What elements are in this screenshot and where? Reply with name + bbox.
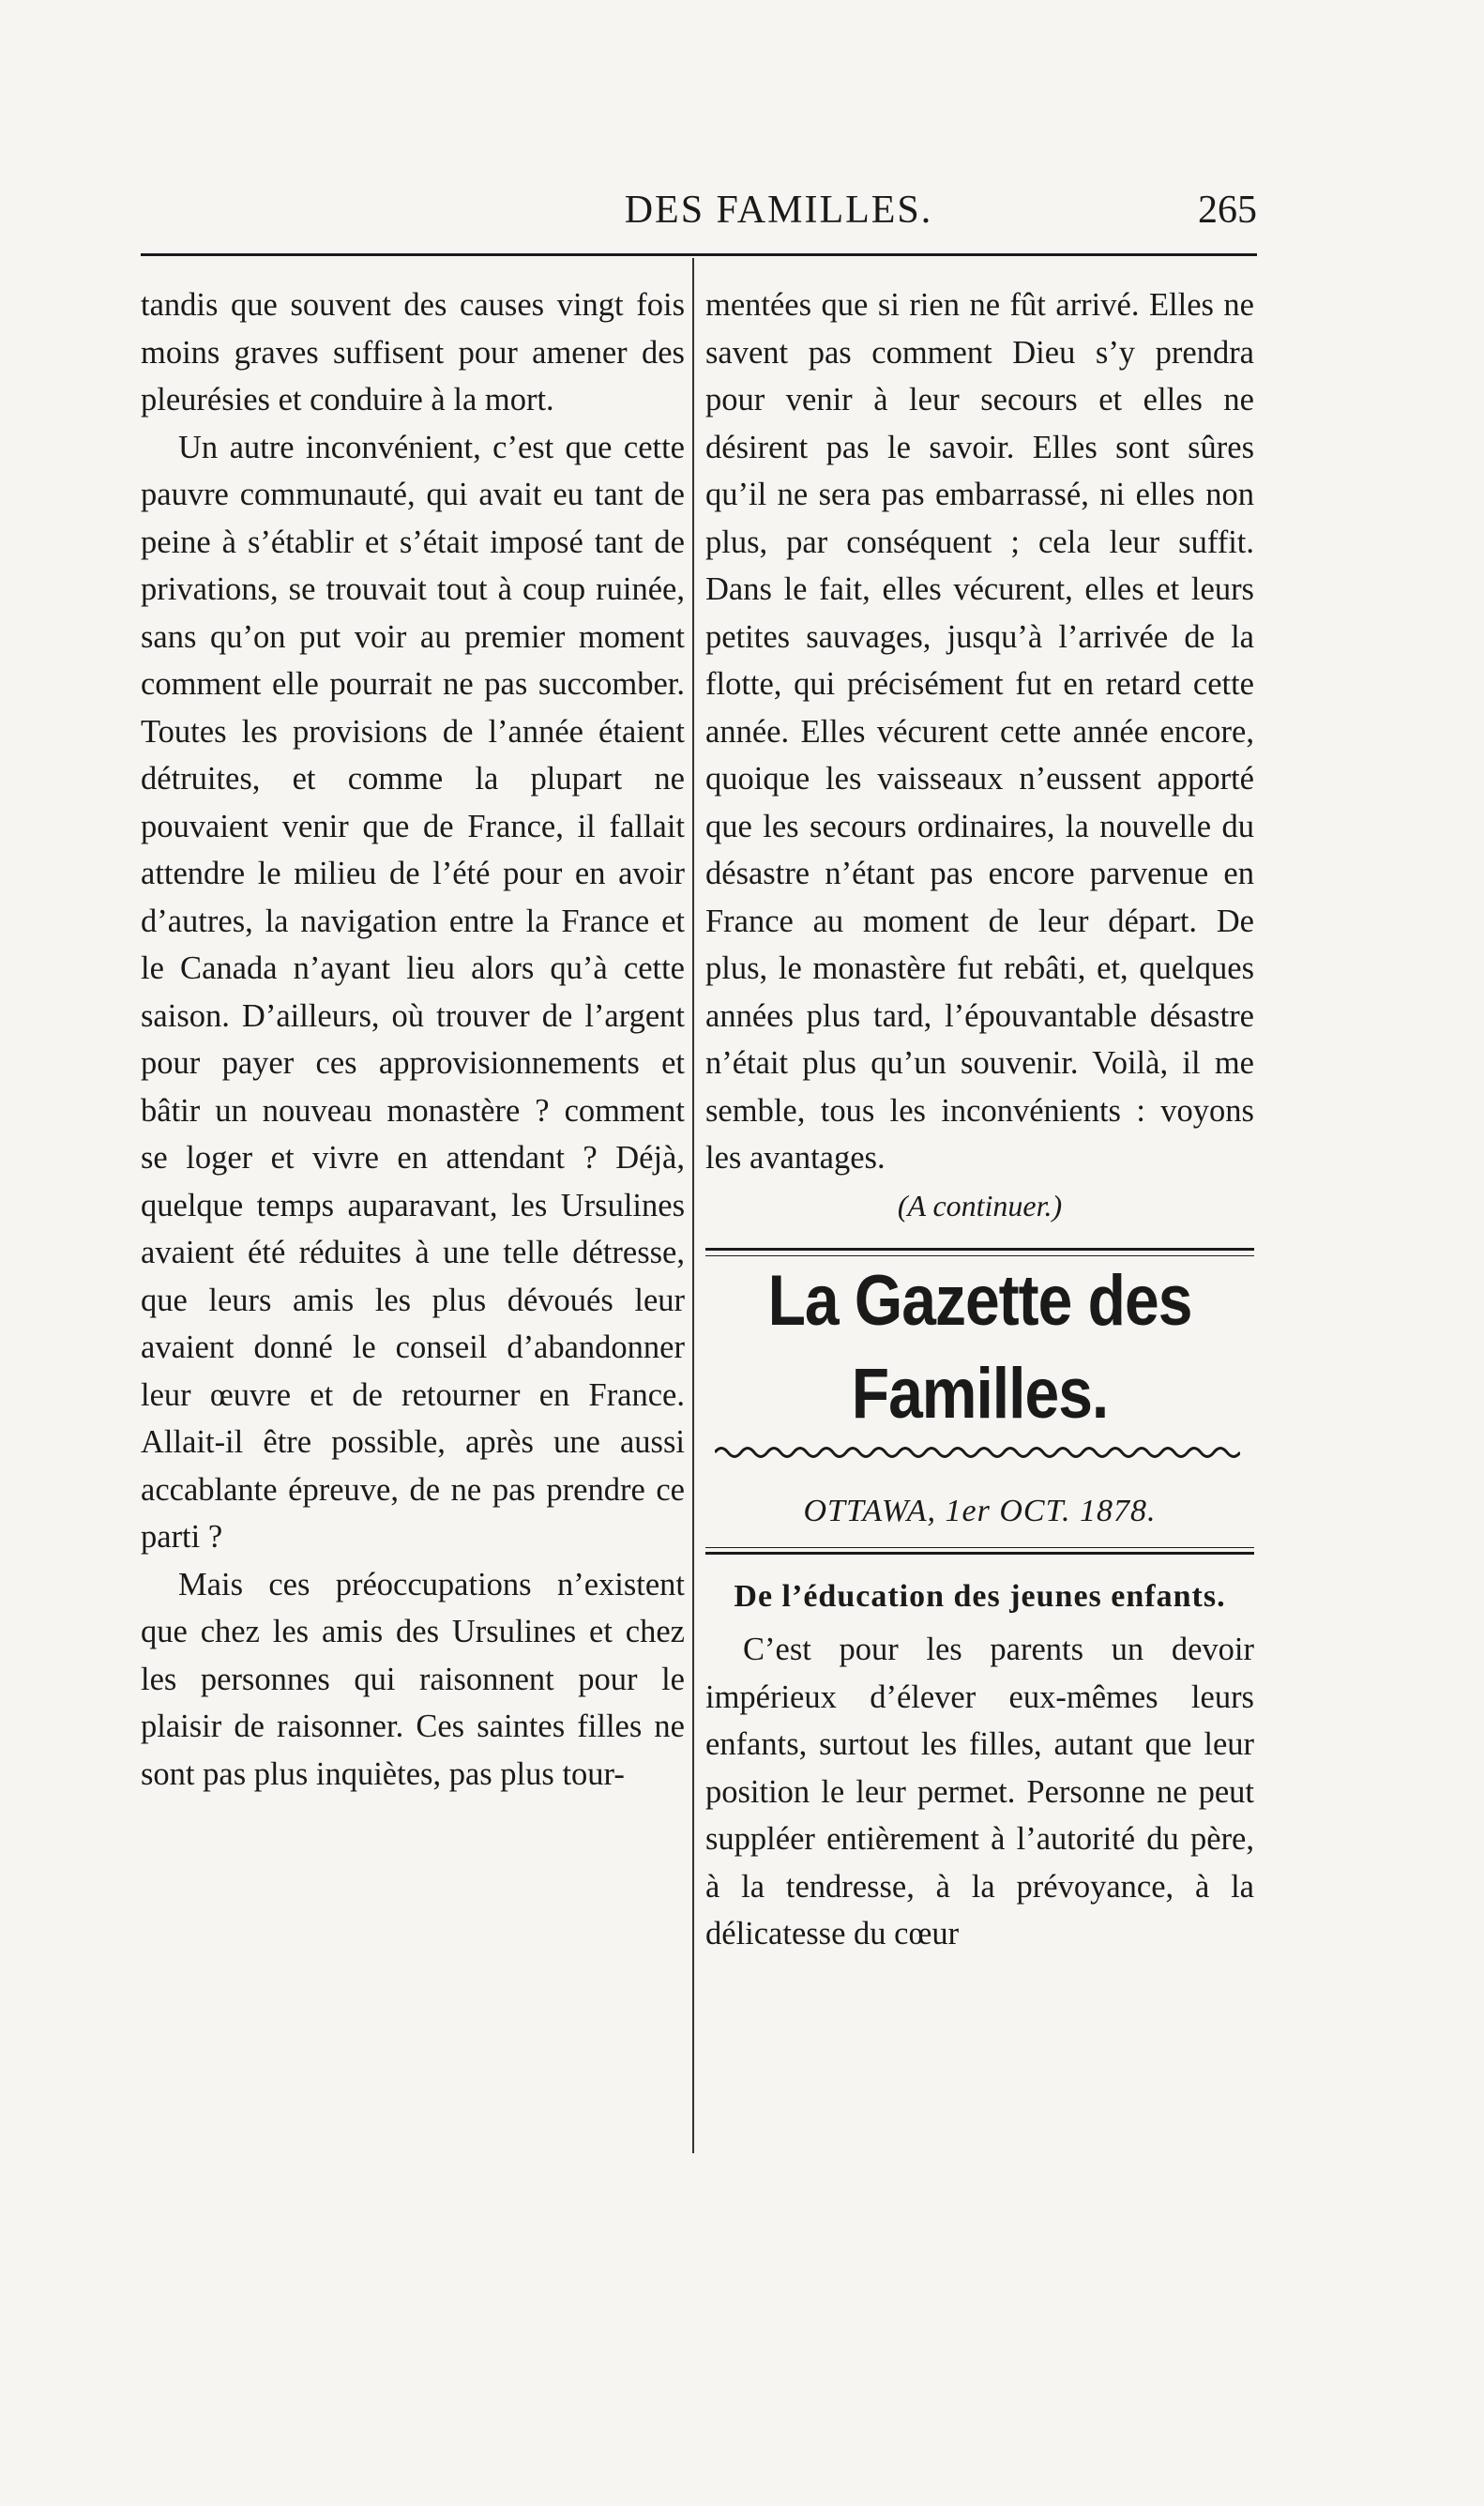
paragraph: Mais ces préoccupations n’existent que chez les amis des Ursulines et chez les personnes qui raisonnent pour le plaisir de raisonner. Ces saintes filles ne sont pas plus inquiètes, pas plus tour- — [141, 1566, 685, 1792]
dateline: OTTAWA, 1er OCT. 1878. — [803, 1494, 1157, 1528]
page-header — [141, 178, 1257, 244]
page-number: 265 — [1198, 189, 1257, 232]
running-title: DES FAMILLES. — [624, 189, 933, 232]
left-column — [141, 281, 685, 1798]
to-be-continued-note: (A continuer.) — [897, 1188, 1063, 1223]
article-title: De l’éducation des jeunes enfants. — [734, 1579, 1226, 1614]
article-paragraph: C’est pour les parents un devoir impérieux d’élever eux-mêmes leurs enfants, surtout les filles, autant que leur position le leur permet. Personne ne peut suppléer entièrement à l’autorité du père, à la tendresse, à la prévoyance, à la délicatesse du cœur — [705, 1632, 1254, 1952]
right-column — [705, 281, 1254, 1958]
continuation-paragraph: mentées que si rien ne fût arrivé. Elles ne savent pas comment Dieu s’y prendra pour venir à leur secours et elles ne désirent pas le savoir. Elles sont sûres qu’il ne sera pas embarrassé, ni elles non plus, par conséquent ; cela leur suffit. Dans le fait, elles vécurent, elles et leurs petites sauvages, jusqu’à l’arrivée de la flotte, qui précisément fut en retard cette année. Elles vécurent cette année encore, quoique les vaisseaux n’eussent apporté que les secours ordinaires, la nouvelle du désastre n’étant pas encore parvenue en France au moment de leur départ. De plus, le monastère fut rebâti, et, quelques années plus tard, l’épouvantable désastre n’était plus qu’un souvenir. Voilà, il me semble, tous les inconvénients : voyons les avantages. — [705, 287, 1254, 1176]
column-divider — [692, 258, 694, 2153]
wavy-ornament-icon — [715, 1444, 1240, 1461]
header-rule — [141, 253, 1257, 256]
paragraph: tandis que souvent des causes vingt fois moins graves suffisent pour amener des pleurésies et conduire à la mort. — [141, 287, 685, 418]
masthead-title: La Gazette des Familles. — [767, 1259, 1192, 1433]
masthead-rule-bottom — [705, 1547, 1254, 1555]
paragraph: Un autre inconvénient, c’est que cette pauvre communauté, qui avait eu tant de peine à s’établir et s’était imposé tant de privations, se trouvait tout à coup ruinée, sans qu’on put voir au premier moment comment elle pourrait ne pas succomber. Toutes les provisions de l’année étaient détruites, et comme la plupart ne pouvaient venir que de France, il fallait attendre le milieu de l’été pour en avoir d’autres, la navigation entre la France et le Canada n’ayant lieu alors qu’à cette saison. D’ailleurs, où trouver de l’argent pour payer ces approvisionnements et bâtir un nouveau monastère ? comment se loger et vivre en attendant ? Déjà, quelque temps auparavant, les Ursulines avaient été réduites à une telle détresse, que leurs amis les plus dévoués leur avaient donné le conseil d’abandonner leur œuvre et de retourner en France. Allait-il être possible, après une aussi accablante épreuve, de ne pas prendre ce parti ? — [141, 429, 685, 1555]
